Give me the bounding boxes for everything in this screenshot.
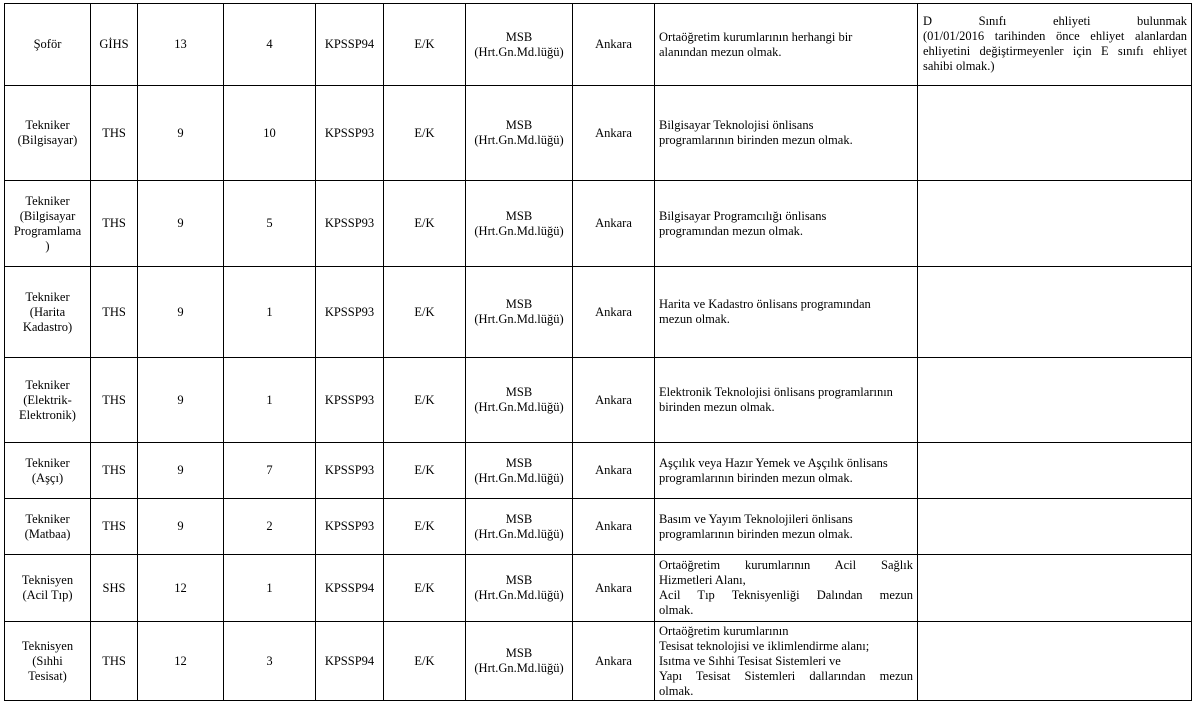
location: Ankara [573, 443, 655, 499]
qualification-line: programlarının birinden mezun olmak. [659, 133, 853, 147]
position-title-line: Elektronik) [19, 407, 76, 422]
location: Ankara [573, 267, 655, 358]
class-code: THS [91, 499, 138, 555]
qualification-line: Elektronik Teknolojisi önlisans programlarının [659, 385, 893, 399]
qualification-line: Acil Tıp Teknisyenliği Dalından mezun [659, 588, 913, 602]
note-line: sahibi olmak.) [923, 59, 995, 73]
kpss-score-type: KPSSP93 [316, 86, 384, 181]
position-title-line: Tekniker [25, 118, 70, 132]
location: Ankara [573, 86, 655, 181]
table-row [5, 499, 1192, 555]
grade-value: 12 [138, 622, 224, 701]
gender: E/K [384, 499, 466, 555]
table-row [5, 267, 1192, 358]
position-title [5, 267, 91, 358]
note-line: (01/01/2016 tarihinden önce ehliyet alanlardan [923, 29, 1187, 43]
note [918, 443, 1192, 499]
grade-value: 9 [138, 267, 224, 358]
note-line: ehliyetini değiştirmeyenler için E sınıfı ehliyet [923, 44, 1187, 58]
gender: E/K [384, 4, 466, 86]
qualification-line: Aşçılık veya Hazır Yemek ve Aşçılık önlisans [659, 455, 888, 470]
position-count: 2 [224, 499, 316, 555]
institution-line: (Hrt.Gn.Md.lüğü) [474, 661, 564, 675]
class-code: THS [91, 443, 138, 499]
position-title-line: Tekniker [25, 289, 70, 304]
position-title-line: (Harita [29, 304, 66, 319]
position-title [5, 4, 91, 86]
institution-line: (Hrt.Gn.Md.lüğü) [474, 133, 564, 147]
kpss-score-type: KPSSP94 [316, 622, 384, 701]
qualification-line: olmak. [659, 683, 694, 698]
qualification [655, 86, 918, 181]
qualification [655, 499, 918, 555]
class-code: THS [91, 622, 138, 701]
position-count: 1 [224, 555, 316, 622]
positions-table [4, 3, 1192, 701]
position-title-line: ) [45, 238, 50, 253]
position-title-line: Programlama [13, 223, 82, 238]
kpss-score-type: KPSSP93 [316, 499, 384, 555]
position-title-line: Kadastro) [22, 319, 73, 334]
qualification-line: Isıtma ve Sıhhi Tesisat Sistemleri ve [659, 653, 841, 668]
qualification [655, 267, 918, 358]
gender: E/K [384, 555, 466, 622]
institution-line: (Hrt.Gn.Md.lüğü) [474, 44, 564, 59]
table-row [5, 181, 1192, 267]
institution-line: MSB [505, 297, 533, 311]
grade-value: 9 [138, 181, 224, 267]
qualification-line: programlarının birinden mezun olmak. [659, 526, 853, 541]
position-title-line: Tekniker [25, 377, 70, 392]
position-title [5, 555, 91, 622]
position-title-line: Teknisyen [21, 638, 74, 653]
table-row [5, 622, 1192, 701]
location: Ankara [573, 181, 655, 267]
location: Ankara [573, 358, 655, 443]
grade-value: 9 [138, 358, 224, 443]
position-count: 10 [224, 86, 316, 181]
institution-line: MSB [505, 118, 533, 132]
position-title-line: (Matbaa) [24, 526, 71, 541]
qualification-line: Ortaöğretim kurumlarının [659, 623, 789, 638]
institution-line: MSB [505, 646, 533, 660]
institution [466, 499, 573, 555]
table-row [5, 555, 1192, 622]
position-title [5, 181, 91, 267]
gender: E/K [384, 267, 466, 358]
institution-line: MSB [505, 208, 533, 223]
institution [466, 181, 573, 267]
table-row [5, 358, 1192, 443]
position-title-line: (Bilgisayar) [17, 133, 78, 147]
class-code: THS [91, 267, 138, 358]
institution [466, 267, 573, 358]
qualification-line: programından mezun olmak. [659, 223, 804, 238]
qualification-line: Bilgisayar Programcılığı önlisans [659, 208, 827, 223]
position-title-line: Tesisat) [28, 668, 67, 683]
qualification-line: Harita ve Kadastro önlisans programından [659, 297, 871, 311]
position-count: 7 [224, 443, 316, 499]
qualification-line: programlarının birinden mezun olmak. [659, 470, 853, 485]
position-title-line: (Acil Tıp) [22, 588, 73, 602]
position-title [5, 358, 91, 443]
institution-line: MSB [505, 573, 533, 587]
table-row [5, 4, 1192, 86]
grade-value: 13 [138, 4, 224, 86]
kpss-score-type: KPSSP93 [316, 267, 384, 358]
institution-line: MSB [505, 29, 533, 44]
note [918, 555, 1192, 622]
institution-line: (Hrt.Gn.Md.lüğü) [474, 223, 564, 238]
qualification-line: Ortaöğretim kurumlarının herhangi bir [659, 29, 853, 44]
location: Ankara [573, 499, 655, 555]
position-count: 4 [224, 4, 316, 86]
note [918, 358, 1192, 443]
position-title-line: (Elektrik- [23, 392, 72, 407]
institution-line: (Hrt.Gn.Md.lüğü) [474, 470, 564, 485]
note [918, 4, 1192, 86]
kpss-score-type: KPSSP94 [316, 555, 384, 622]
institution [466, 358, 573, 443]
institution [466, 86, 573, 181]
institution [466, 622, 573, 701]
qualification-line: mezun olmak. [659, 312, 730, 326]
note [918, 622, 1192, 701]
institution-line: MSB [505, 455, 533, 470]
position-count: 1 [224, 267, 316, 358]
position-title-line: (Bilgisayar [19, 208, 76, 223]
position-count: 3 [224, 622, 316, 701]
qualification-line: Bilgisayar Teknolojisi önlisans [659, 118, 814, 132]
table-row [5, 443, 1192, 499]
institution-line: MSB [505, 511, 533, 526]
institution-line: MSB [505, 385, 533, 399]
institution-line: (Hrt.Gn.Md.lüğü) [474, 312, 564, 326]
location: Ankara [573, 555, 655, 622]
kpss-score-type: KPSSP93 [316, 181, 384, 267]
position-title [5, 443, 91, 499]
position-title [5, 86, 91, 181]
institution-line: (Hrt.Gn.Md.lüğü) [474, 588, 564, 602]
qualification [655, 181, 918, 267]
gender: E/K [384, 86, 466, 181]
location: Ankara [573, 622, 655, 701]
kpss-score-type: KPSSP93 [316, 358, 384, 443]
note [918, 86, 1192, 181]
gender: E/K [384, 443, 466, 499]
note [918, 499, 1192, 555]
class-code: GİHS [91, 4, 138, 86]
institution [466, 443, 573, 499]
gender: E/K [384, 622, 466, 701]
position-title-line: Tekniker [25, 511, 70, 526]
position-title-line: Tekniker [25, 455, 70, 470]
position-title-line: Teknisyen [21, 573, 74, 587]
gender: E/K [384, 181, 466, 267]
qualification [655, 4, 918, 86]
qualification-line: Basım ve Yayım Teknolojileri önlisans [659, 511, 853, 526]
class-code: SHS [91, 555, 138, 622]
table-row [5, 86, 1192, 181]
grade-value: 9 [138, 443, 224, 499]
class-code: THS [91, 181, 138, 267]
position-count: 5 [224, 181, 316, 267]
qualification-line: birinden mezun olmak. [659, 400, 775, 414]
qualification-line: Tesisat teknolojisi ve iklimlendirme alanı; [659, 638, 870, 653]
qualification [655, 555, 918, 622]
class-code: THS [91, 358, 138, 443]
qualification [655, 443, 918, 499]
position-title-line: (Sıhhi [32, 653, 63, 668]
grade-value: 9 [138, 499, 224, 555]
location: Ankara [573, 4, 655, 86]
qualification-line: alanından mezun olmak. [659, 44, 782, 59]
position-title [5, 499, 91, 555]
note [918, 181, 1192, 267]
institution [466, 4, 573, 86]
position-count: 1 [224, 358, 316, 443]
grade-value: 12 [138, 555, 224, 622]
position-title-line: (Aşçı) [31, 470, 64, 485]
institution-line: (Hrt.Gn.Md.lüğü) [474, 400, 564, 414]
position-title-line: Şoför [33, 37, 62, 51]
qualification-line: Ortaöğretim kurumlarının Acil Sağlık [659, 558, 913, 572]
qualification-line: Hizmetleri Alanı, [659, 573, 746, 587]
kpss-score-type: KPSSP93 [316, 443, 384, 499]
qualification-line: olmak. [659, 603, 694, 617]
class-code: THS [91, 86, 138, 181]
note [918, 267, 1192, 358]
institution [466, 555, 573, 622]
table-body [5, 4, 1192, 701]
qualification [655, 358, 918, 443]
note-line: D Sınıfı ehliyeti bulunmak [923, 14, 1187, 28]
kpss-score-type: KPSSP94 [316, 4, 384, 86]
qualification-line: Yapı Tesisat Sistemleri dallarından mezun [659, 668, 913, 683]
gender: E/K [384, 358, 466, 443]
qualification [655, 622, 918, 701]
institution-line: (Hrt.Gn.Md.lüğü) [474, 526, 564, 541]
position-title [5, 622, 91, 701]
position-title-line: Tekniker [25, 193, 70, 208]
grade-value: 9 [138, 86, 224, 181]
